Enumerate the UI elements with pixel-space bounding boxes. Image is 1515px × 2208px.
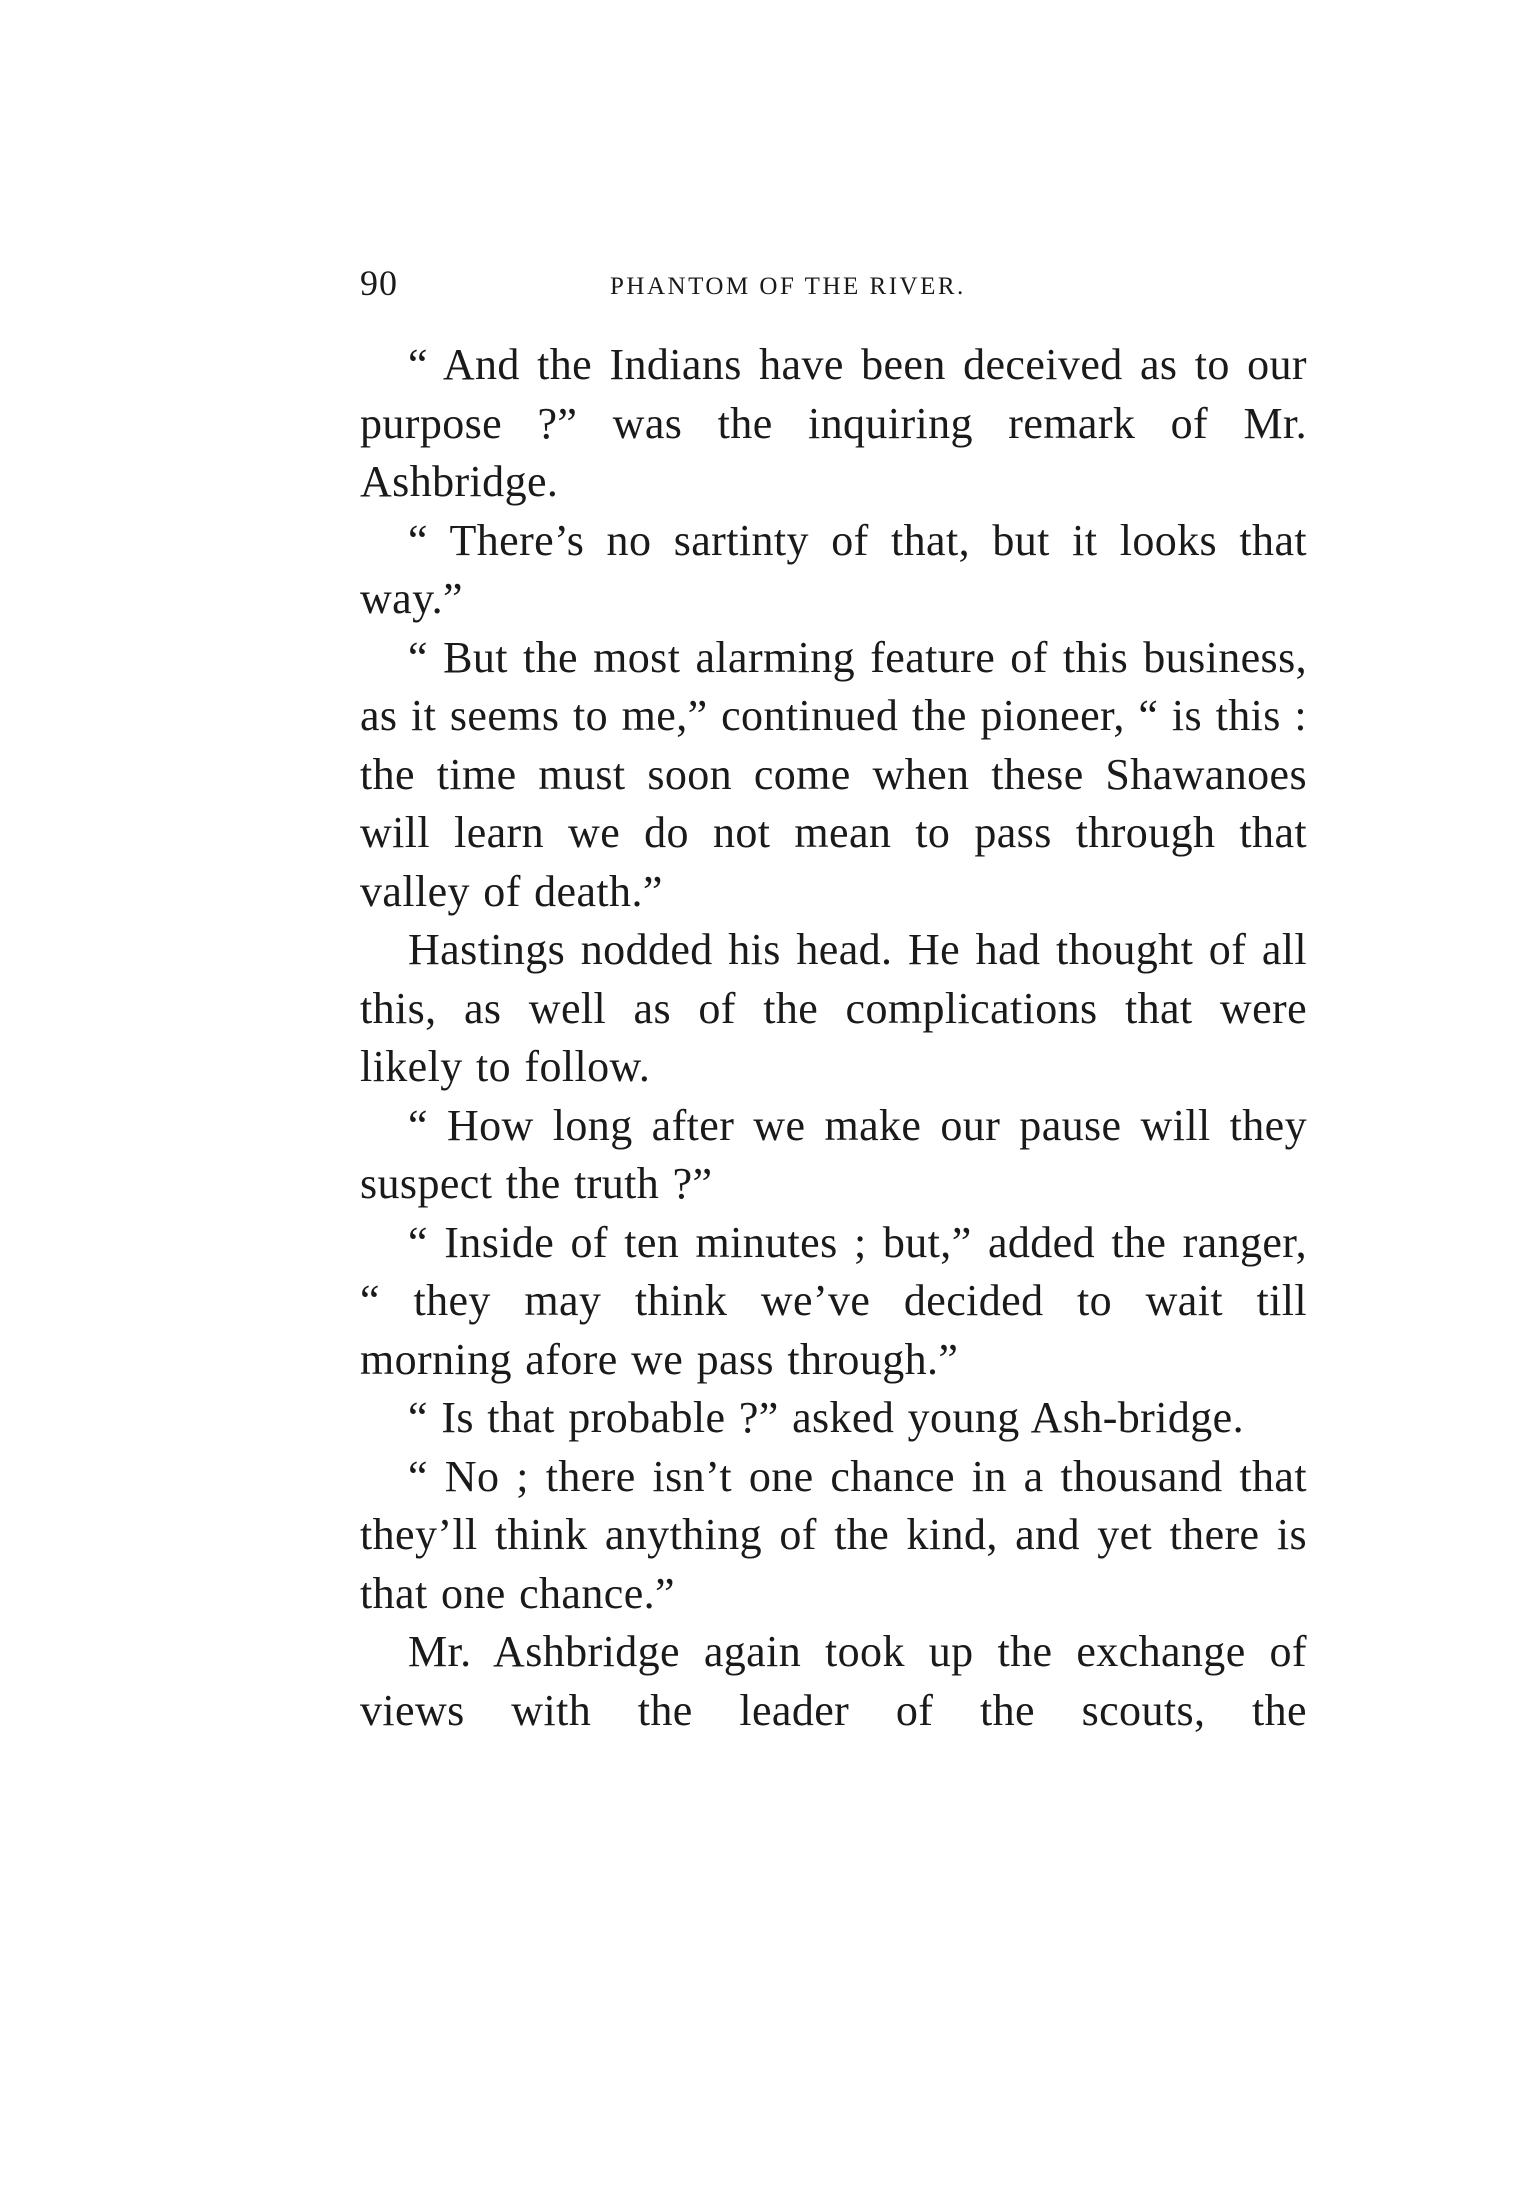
body-text <box>360 336 1307 1740</box>
paragraph: “ Is that probable ?” asked young Ash-bridge. <box>408 1393 1244 1442</box>
page-number: 90 <box>360 263 398 303</box>
running-head: PHANTOM OF THE RIVER. <box>610 273 966 300</box>
paragraph: “ But the most alarming feature of this business, as it seems to me,” continued the pioneer, “ is this : the time must soon come when these Shawanoes will learn we do not mean to pass through that valley of death.” <box>360 632 1307 916</box>
page-header <box>360 258 1310 308</box>
paragraph: Mr. Ashbridge again took up the exchange of views with the leader of the scouts, the <box>360 1627 1307 1735</box>
paragraph: “ There’s no sartinty of that, but it looks that way.” <box>360 515 1307 623</box>
paragraph: Hastings nodded his head. He had thought of all this, as well as of the complications that were likely to follow. <box>360 925 1307 1091</box>
paragraph: “ Inside of ten minutes ; but,” added the ranger, “ they may think we’ve decided to wait till morning afore we pass through.” <box>360 1217 1307 1384</box>
paragraph: “ How long after we make our pause will they suspect the truth ?” <box>360 1100 1307 1208</box>
paragraph: “ And the Indians have been deceived as to our purpose ?” was the inquiring remark of Mr. Ashbridge. <box>360 340 1307 506</box>
paragraph: “ No ; there isn’t one chance in a thousand that they’ll think anything of the kind, and yet there is that one chance.” <box>360 1451 1307 1618</box>
